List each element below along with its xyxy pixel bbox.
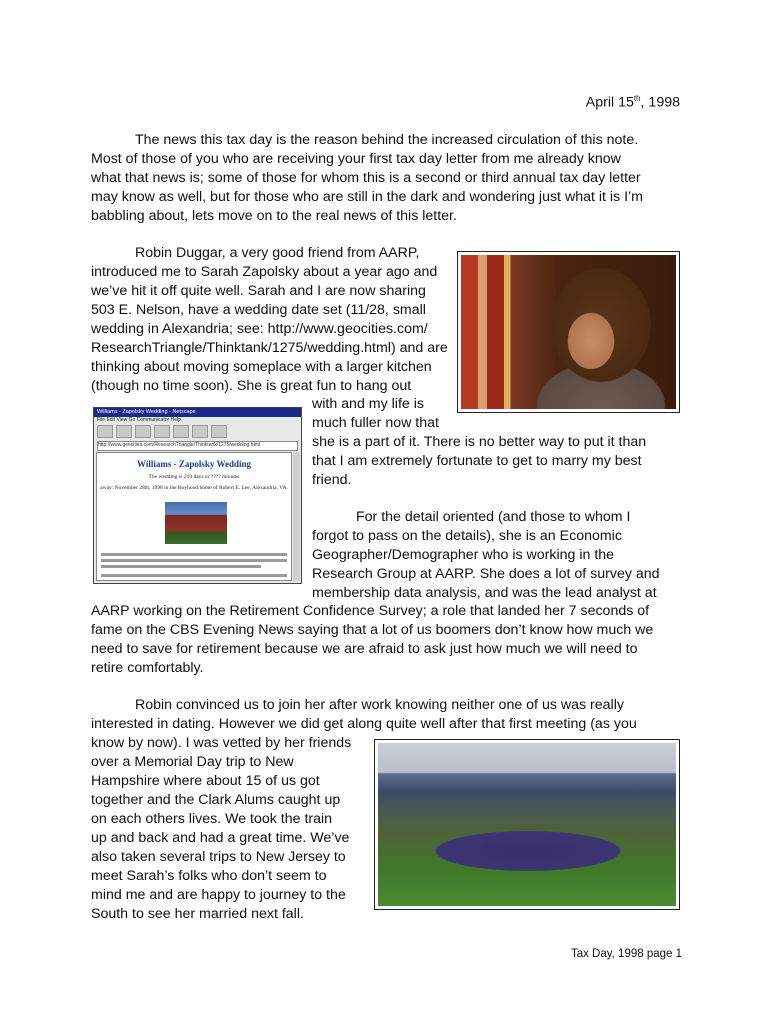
portrait-image <box>461 255 676 409</box>
text-line: need to save for retirement because we are afraid to ask just how much we will need to <box>91 641 638 657</box>
text-line: wedding in Alexandria; see: http://www.geocities.com/ <box>91 321 428 337</box>
text-line: AARP working on the Retirement Confidence Survey; a role that landed her 7 seconds of <box>91 603 650 619</box>
group-image <box>378 743 676 906</box>
text-line: she is a part of it. There is no better way to put it than <box>312 434 647 450</box>
countdown-line: The wedding is 210 days or ???? minutes <box>148 474 240 480</box>
text-line: forgot to pass on the details), she is an Economic <box>312 528 622 544</box>
browser-title-bar: Williams - Zapolsky Wedding - Netscape <box>94 408 301 417</box>
scrollbar <box>293 452 300 581</box>
date-text: April 15 <box>585 94 634 111</box>
house-photo <box>165 502 227 544</box>
wedding-date-line: away: November 28th, 1998 in the Boyhood home of Robert E. Lee, Alexandria, VA. <box>100 485 288 491</box>
text-line: fame on the CBS Evening News saying that a lot of us boomers don’t know how much we <box>91 622 654 638</box>
text-line: may know as well, but for those who are still in the dark and wondering just what it is I’m <box>91 189 643 205</box>
text-line: introduced me to Sarah Zapolsky about a year ago and <box>91 264 438 280</box>
text-line: 503 E. Nelson, have a wedding date set (11/28, small <box>91 302 426 318</box>
text-line: up and back and had a great time. We’ve <box>91 830 350 846</box>
text-line: thinking about moving someplace with a larger kitchen <box>91 359 432 375</box>
reload-icon <box>135 425 151 438</box>
body-text <box>101 565 261 568</box>
text-line: membership data analysis, and was the lead analyst at <box>312 585 657 601</box>
text-line: Robin convinced us to join her after work knowing neither one of us was really <box>135 697 624 713</box>
date-year: , 1998 <box>640 94 680 111</box>
text-line: Robin Duggar, a very good friend from AARP, <box>135 245 420 261</box>
text-line: on each others lives. We took the train <box>91 811 333 827</box>
browser-location-bar: http://www.geocities.com/ResearchTriangle/Thinktank/1275/wedding.html <box>97 441 298 451</box>
stop-icon <box>211 425 227 438</box>
site-heading: Williams - Zapolsky Wedding <box>137 459 251 469</box>
back-icon <box>97 425 113 438</box>
portrait-photo <box>457 251 680 413</box>
home-icon <box>154 425 170 438</box>
forward-icon <box>116 425 132 438</box>
text-line: Research Group at AARP. She does a lot of survey and <box>312 566 660 582</box>
text-line: friend. <box>312 472 352 488</box>
group-photo <box>374 739 680 910</box>
text-line: meet Sarah’s folks who don’t seem to <box>91 868 327 884</box>
wedding-website-screenshot <box>93 407 302 584</box>
text-line: ResearchTriangle/Thinktank/1275/wedding.html) and are <box>91 340 448 356</box>
text-line: South to see her married next fall. <box>91 906 304 922</box>
date-superscript: th <box>633 94 641 103</box>
body-text <box>101 559 287 562</box>
text-line: what that news is; some of those for whom this is a second or third annual tax day letter <box>91 170 641 186</box>
text-line: Geographer/Demographer who is working in the <box>312 547 615 563</box>
text-line: The news this tax day is the reason behind the increased circulation of this note. <box>135 132 639 148</box>
body-text <box>101 553 287 556</box>
browser-toolbar <box>94 424 301 440</box>
text-line: interested in dating. However we did get along quite well after that first meeting (as you <box>91 716 637 732</box>
text-line: retire comfortably. <box>91 660 204 676</box>
text-line: also taken several trips to New Jersey to <box>91 849 346 865</box>
print-icon <box>192 425 208 438</box>
text-line: that I am extremely fortunate to get to marry my best <box>312 453 642 469</box>
text-line: with and my life is <box>312 396 424 412</box>
text-line: together and the Clark Alums caught up <box>91 792 341 808</box>
text-line: over a Memorial Day trip to New <box>91 754 294 770</box>
browser-page <box>96 452 292 581</box>
text-line: know by now). I was vetted by her friends <box>91 735 352 751</box>
body-text <box>101 574 287 577</box>
search-icon <box>173 425 189 438</box>
date-line <box>586 94 680 111</box>
text-line: babbling about, lets move on to the real news of this letter. <box>91 208 457 224</box>
text-line: For the detail oriented (and those to whom I <box>356 509 631 525</box>
browser-menu: File Edit View Go Communicator Help <box>97 417 181 423</box>
text-line: Most of those of you who are receiving your first tax day letter from me already know <box>91 151 621 167</box>
page-footer: Tax Day, 1998 page 1 <box>570 948 682 960</box>
text-line: (though no time soon). She is great fun to hang out <box>91 378 412 394</box>
text-line: Hampshire where about 15 of us got <box>91 773 320 789</box>
text-line: much fuller now that <box>312 415 439 431</box>
text-line: mind me and are happy to journey to the <box>91 887 346 903</box>
text-line: we’ve hit it off quite well. Sarah and I are now sharing <box>91 283 426 299</box>
